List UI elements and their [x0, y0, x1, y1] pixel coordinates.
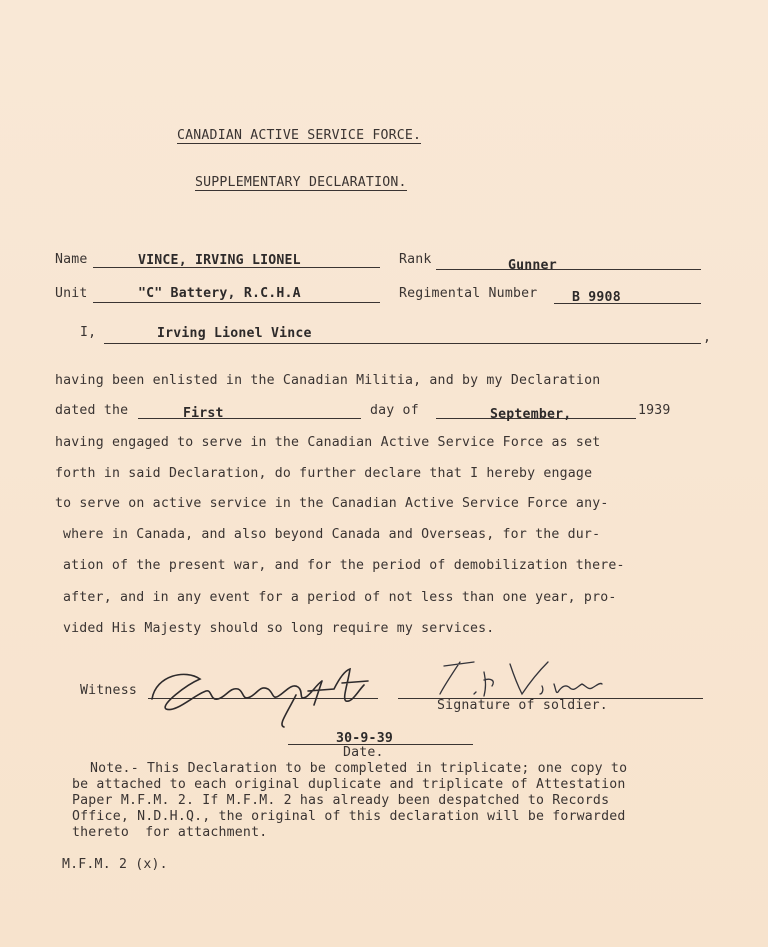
- note-line-2: be attached to each original duplicate and triplicate of Attestation: [72, 777, 626, 792]
- name-label: Name: [55, 252, 88, 267]
- soldier-signature: [430, 656, 610, 702]
- body-line-5: to serve on active service in the Canadian Active Service Force any-: [55, 496, 609, 511]
- witness-signature: [146, 655, 378, 729]
- soldier-signature-label: Signature of soldier.: [437, 698, 608, 713]
- regimental-number-label: Regimental Number: [399, 286, 538, 301]
- dated-label: dated the: [55, 403, 129, 418]
- year-value: 1939: [638, 403, 671, 418]
- unit-value: "C" Battery, R.C.H.A: [138, 286, 301, 301]
- note-line-5: thereto for attachment.: [72, 825, 268, 840]
- declarant-underline: [104, 343, 701, 344]
- day-value: First: [183, 406, 224, 421]
- declarant-comma: ,: [703, 330, 712, 345]
- day-of-label: day of: [370, 403, 419, 418]
- declarant-label: I,: [80, 325, 97, 340]
- rank-value: Gunner: [508, 258, 557, 273]
- name-value: VINCE, IRVING LIONEL: [138, 253, 301, 268]
- body-line-1: having been enlisted in the Canadian Militia, and by my Declaration: [55, 373, 601, 388]
- body-line-8: after, and in any event for a period of not less than one year, pro-: [63, 590, 617, 605]
- body-line-7: ation of the present war, and for the period of demobilization there-: [63, 558, 625, 573]
- unit-underline: [93, 302, 380, 303]
- body-line-3: having engaged to serve in the Canadian Active Service Force as set: [55, 435, 601, 450]
- rank-underline: [436, 269, 701, 270]
- regimental-number-value: B 9908: [572, 290, 621, 305]
- body-line-6: where in Canada, and also beyond Canada and Overseas, for the dur-: [63, 527, 601, 542]
- form-code: M.F.M. 2 (x).: [62, 857, 168, 872]
- day-underline: [138, 418, 361, 419]
- month-value: September,: [490, 407, 572, 422]
- unit-label: Unit: [55, 286, 88, 301]
- form-subtitle: SUPPLEMENTARY DECLARATION.: [195, 175, 407, 190]
- note-line-3: Paper M.F.M. 2. If M.F.M. 2 has already been despatched to Records: [72, 793, 610, 808]
- note-line-1: Note.- This Declaration to be completed in triplicate; one copy to: [90, 761, 628, 776]
- note-line-4: Office, N.D.H.Q., the original of this declaration will be forwarded: [72, 809, 626, 824]
- rank-label: Rank: [399, 252, 432, 267]
- body-line-4: forth in said Declaration, do further declare that I hereby engage: [55, 466, 593, 481]
- witness-label: Witness: [80, 683, 137, 698]
- date-value: 30-9-39: [336, 731, 393, 746]
- declarant-value: Irving Lionel Vince: [157, 326, 312, 341]
- date-label: Date.: [343, 745, 384, 760]
- body-line-9: vided His Majesty should so long require my services.: [63, 621, 495, 636]
- form-title: CANADIAN ACTIVE SERVICE FORCE.: [177, 128, 422, 143]
